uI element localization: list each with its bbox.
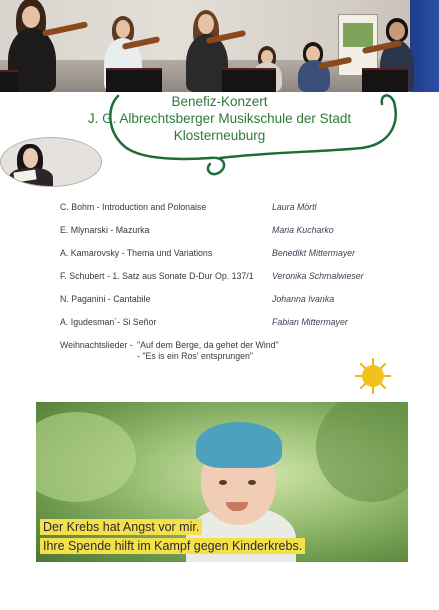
player-1-head — [22, 6, 40, 28]
program-piece: N. Paganini - Cantabile — [60, 294, 151, 304]
city-name: Klosterneuburg — [173, 128, 266, 143]
photo-flag — [410, 0, 439, 92]
sun-logo-icon — [355, 358, 391, 394]
christmas-song-2: - "Es is ein Ros' entsprungen" — [137, 351, 253, 361]
program-performer: Laura Mörtl — [272, 202, 317, 212]
school-name: J. G. Albrechtsberger Musikschule der Stadt — [87, 111, 352, 126]
child-cap — [196, 422, 282, 468]
program-performer: Benedikt Mittermayer — [272, 248, 356, 258]
player-6-head — [389, 22, 405, 40]
program-performer: Fabian Mittermayer — [272, 317, 348, 327]
interpreter-video-inset — [0, 137, 102, 187]
program-performer: Johanna Ivanka — [272, 294, 335, 304]
violinists-photo — [0, 0, 439, 92]
program-performer: Veronika Schmalwieser — [272, 271, 364, 281]
ad-line-1: Der Krebs hat Angst vor mir. — [40, 519, 202, 535]
program-piece: E. Mlynarski - Mazurka — [60, 225, 150, 235]
concert-title: Benefiz-Konzert — [171, 94, 268, 109]
player-2-head — [116, 20, 130, 38]
player-3-head — [198, 14, 214, 34]
program-piece: C. Bohm - Introduction and Polonaise — [60, 202, 207, 212]
program-piece: F. Schubert - 1. Satz aus Sonate D-Dur Op. 137/1 — [60, 271, 254, 281]
christmas-song-1: "Auf dem Berge, da gehet der Wind" — [137, 340, 279, 350]
christmas-songs-label: Weihnachtslieder - — [60, 340, 133, 350]
child-eye — [219, 480, 227, 485]
child-eye — [248, 480, 256, 485]
program-piece: A. Igudesman´- Si Señor — [60, 317, 157, 327]
program-performer: Maria Kucharko — [272, 225, 334, 235]
donation-ad — [36, 402, 408, 562]
program-piece: A. Kamarovsky - Thema und Variations — [60, 248, 213, 258]
music-stand-3 — [0, 70, 18, 92]
ad-line-2: Ihre Spende hilft im Kampf gegen Kinderkrebs. — [40, 538, 305, 554]
